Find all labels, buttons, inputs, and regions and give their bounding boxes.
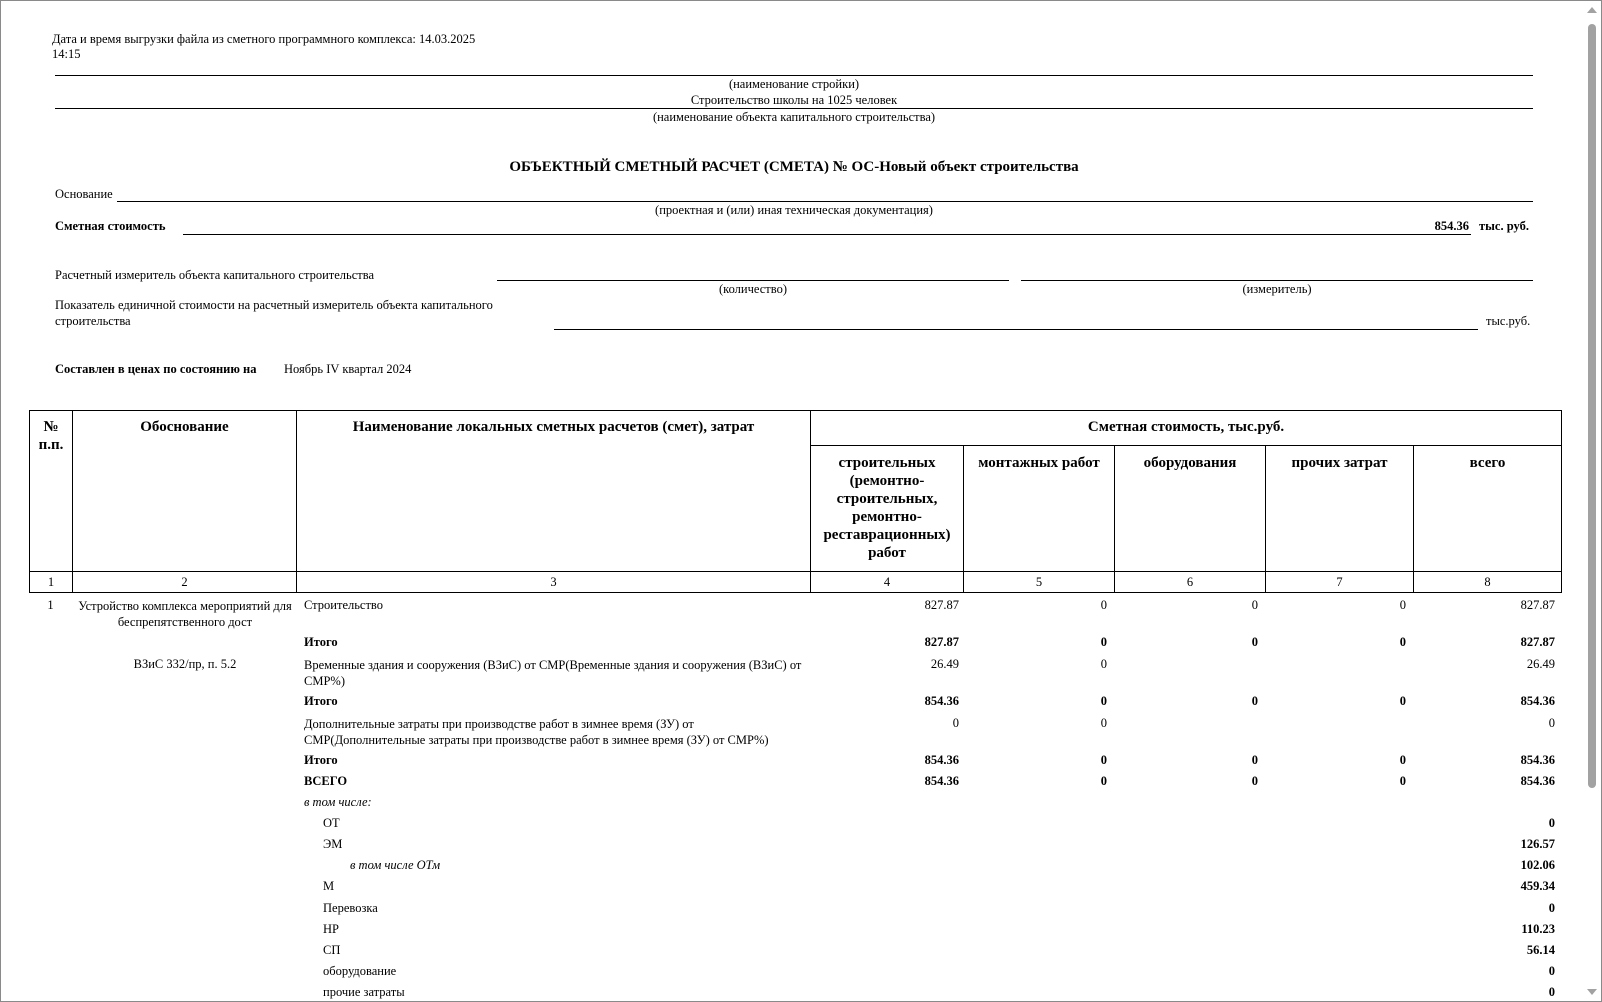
document-title: ОБЪЕКТНЫЙ СМЕТНЫЙ РАСЧЕТ (СМЕТА) № ОС-Новый объект строительства [509,159,1079,175]
including-label: в том числе: [304,795,372,809]
object-label: (наименование объекта капитального строительства) [652,110,936,124]
breakdown-value: 102.06 [1520,858,1555,872]
row-c5: 0 [1100,598,1107,612]
row-name: Итого [304,635,338,649]
breakdown-name: оборудование [323,964,397,978]
row-name: Строительство [304,598,384,612]
breakdown-name: в том числе ОТм [350,858,441,872]
row-c8: 854.36 [1520,694,1555,708]
estimate-table-header [29,410,1562,593]
breakdown-name: прочие затраты [323,985,405,999]
meter-unit-caption: (измеритель) [1242,282,1312,296]
construction-line [55,75,1533,76]
row-c5: 0 [1100,635,1107,649]
row-c6: 0 [1251,694,1258,708]
col-number: 2 [73,572,297,593]
breakdown-value: 126.57 [1520,837,1555,851]
col-number: 4 [811,572,964,593]
export-info-line1: Дата и время выгрузки файла из сметного программного комплекса: 14.03.2025 [52,32,476,46]
row-c4: 26.49 [930,657,959,671]
row-name: Дополнительные затраты при производстве работ в зимнее время (ЗУ) от СМР(Дополнительные затраты при производстве работ в зимнее время (ЗУ) от СМР%) [304,717,769,747]
col-number: 6 [1115,572,1266,593]
col-number: 8 [1414,572,1562,593]
row-num: 1 [47,598,54,612]
row-c6: 0 [1251,753,1258,767]
row-basis: ВЗиС 332/пр, п. 5.2 [133,657,237,671]
row-c6: 0 [1251,774,1258,788]
scroll-down-icon[interactable] [1587,989,1597,995]
row-c7: 0 [1399,635,1406,649]
header-construction: строительных (ремонтно-строительных, ремонтно-реставрационных) работ [811,446,964,572]
row-c7: 0 [1399,598,1406,612]
row-c8: 854.36 [1520,753,1555,767]
row-name: Итого [304,694,338,708]
cost-value: 854.36 [1434,219,1469,233]
row-c5: 0 [1100,716,1107,730]
breakdown-value: 110.23 [1521,922,1555,936]
scroll-up-icon[interactable] [1587,7,1597,13]
meter-qty-caption: (количество) [719,282,787,296]
unit-cost-label-1: Показатель единичной стоимости на расчетный измеритель объекта капитального [55,298,493,312]
row-c7: 0 [1399,774,1406,788]
breakdown-value: 0 [1548,816,1555,830]
row-c8: 827.87 [1520,635,1555,649]
row-c5: 0 [1100,774,1107,788]
header-cost-group: Сметная стоимость, тыс.руб. [811,411,1562,446]
vertical-scrollbar[interactable] [1584,2,1600,1000]
row-c6: 0 [1251,598,1258,612]
basis-label: Основание [55,187,113,201]
col-number: 1 [30,572,73,593]
row-name: Временные здания и сооружения (ВЗиС) от СМР(Временные здания и сооружения (ВЗиС) от СМР%) [304,658,802,688]
breakdown-name: ЭМ [323,837,343,851]
col-number: 5 [964,572,1115,593]
header-total: всего [1414,446,1562,572]
header-equipment: оборудования [1115,446,1266,572]
breakdown-value: 0 [1548,901,1555,915]
object-line [55,108,1533,109]
breakdown-name: НР [323,922,339,936]
row-c7: 0 [1399,694,1406,708]
scrollbar-thumb[interactable] [1588,24,1596,788]
row-name: Итого [304,753,338,767]
row-c8: 854.36 [1520,774,1555,788]
row-c7: 0 [1399,753,1406,767]
construction-label: (наименование стройки) [728,77,860,91]
breakdown-name: СП [323,943,341,957]
breakdown-name: М [323,879,335,893]
row-c4: 854.36 [924,694,959,708]
row-c8: 0 [1548,716,1555,730]
breakdown-value: 0 [1548,985,1555,999]
meter-unit-line [1021,280,1533,281]
cost-unit: тыс. руб. [1479,219,1529,233]
row-c8: 26.49 [1526,657,1555,671]
row-name: ВСЕГО [304,774,348,788]
basis-caption: (проектная и (или) иная техническая документация) [655,203,933,217]
header-num: № п.п. [30,411,73,572]
prices-label: Составлен в ценах по состоянию на [55,362,257,376]
row-c6: 0 [1251,635,1258,649]
cost-line [183,234,1471,235]
export-info-line2: 14:15 [52,47,81,61]
breakdown-value: 0 [1548,964,1555,978]
meter-qty-line [497,280,1009,281]
breakdown-name: ОТ [323,816,340,830]
row-c5: 0 [1100,694,1107,708]
header-installation: монтажных работ [964,446,1115,572]
col-number: 3 [297,572,811,593]
header-basis: Обоснование [73,411,297,572]
breakdown-name: Перевозка [323,901,378,915]
header-other: прочих затрат [1266,446,1414,572]
prices-value: Ноябрь IV квартал 2024 [284,362,412,376]
basis-line [117,201,1533,202]
cost-label: Сметная стоимость [55,219,166,233]
row-c4: 854.36 [924,753,959,767]
row-c5: 0 [1100,753,1107,767]
header-name: Наименование локальных сметных расчетов (смет), затрат [297,411,811,572]
col-number: 7 [1266,572,1414,593]
breakdown-value: 56.14 [1526,943,1555,957]
row-c8: 827.87 [1520,598,1555,612]
row-c4: 827.87 [924,635,959,649]
row-c4: 0 [952,716,959,730]
row-c4: 854.36 [924,774,959,788]
meter-label: Расчетный измеритель объекта капитального строительства [55,268,375,282]
unit-cost-label-2: строительства [55,314,131,328]
object-name: Строительство школы на 1025 человек [690,93,898,107]
row-c4: 827.87 [924,598,959,612]
breakdown-value: 459.34 [1520,879,1555,893]
unit-cost-line [554,329,1478,330]
row-basis: Устройство комплекса мероприятий для беспрепятственного дост [78,599,292,629]
unit-cost-unit: тыс.руб. [1486,314,1531,328]
row-c5: 0 [1100,657,1107,671]
